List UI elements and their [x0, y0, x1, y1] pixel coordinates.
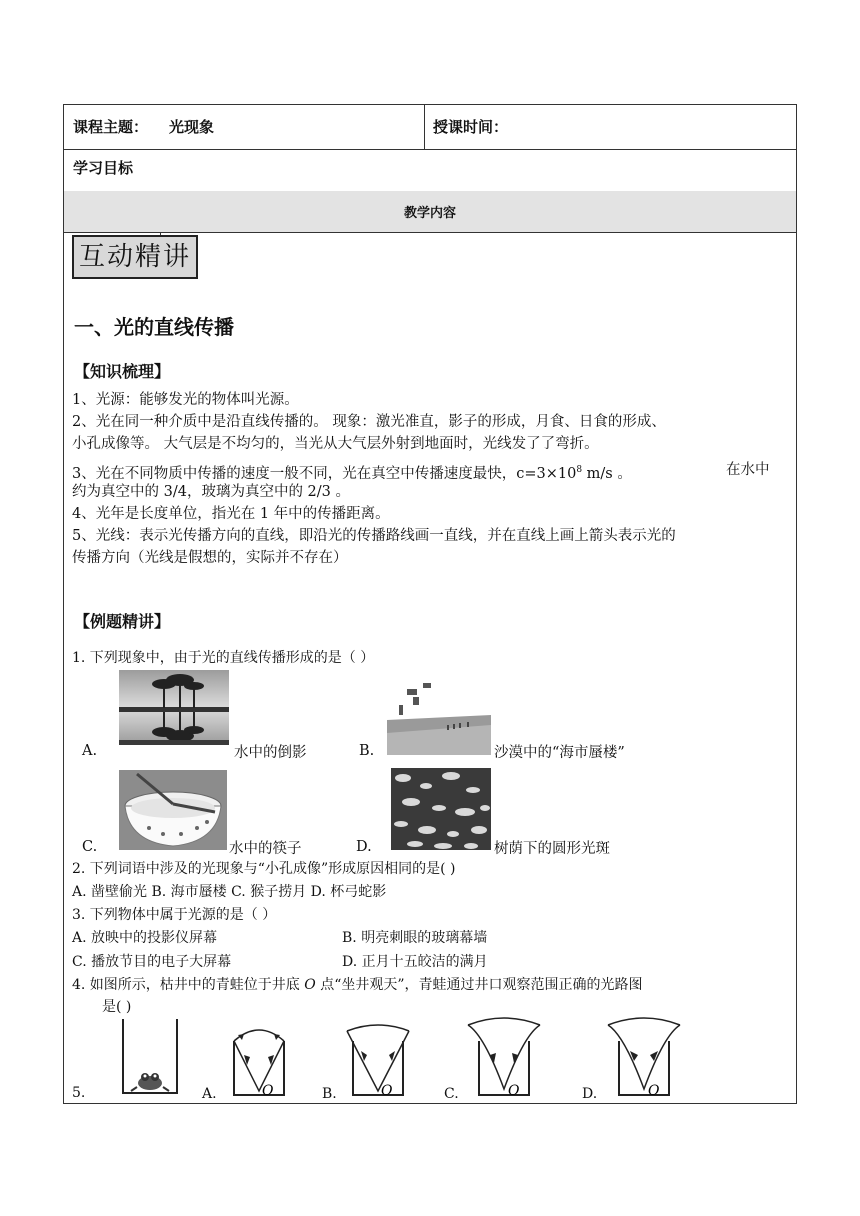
knowledge-line-3b: 约为真空中的 3/4，玻璃为真空中的 2/3 。	[72, 484, 350, 500]
goal-label: 学习目标	[73, 159, 134, 177]
content-header-row	[64, 191, 796, 233]
chopsticks-photo	[119, 770, 227, 850]
q1-option-b-text: 沙漠中的“海市蜃楼”	[494, 745, 625, 761]
q1-option-b-label: B.	[359, 743, 375, 759]
q4-option-a-label: A.	[202, 1086, 217, 1102]
q1-stem: 1. 下列现象中，由于光的直线传播形成的是（ ）	[72, 650, 375, 666]
q1-option-d-text: 树荫下的圆形光斑	[494, 841, 610, 857]
tree-shade-photo	[391, 768, 491, 850]
reflection-photo	[119, 670, 229, 745]
q1-option-a-label: A.	[82, 743, 98, 759]
q1-option-c-text: 水中的筷子	[229, 841, 302, 857]
time-label: 授课时间：	[433, 118, 509, 136]
q4-stem-cont: 是( )	[102, 999, 132, 1015]
svg-text:O: O	[508, 1083, 520, 1099]
q1-option-c-label: C.	[82, 839, 98, 855]
svg-text:O: O	[648, 1083, 660, 1099]
knowledge-line-3-tail: 在水中	[726, 462, 770, 478]
q4-diagram-b	[341, 1021, 415, 1099]
document-table	[63, 104, 797, 1104]
knowledge-line-3: 3、光在不同物质中传播的速度一般不同，光在真空中传播速度最快，$c=3\times 10^8$ m/s 。	[72, 465, 632, 482]
q4-stem: 4. 如图所示，枯井中的青蛙位于井底 O 点“坐井观天”，青蛙通过井口观察范围正确的光路图	[72, 977, 643, 993]
q4-option-d-label: D.	[582, 1086, 598, 1102]
q4-option-b-label: B.	[322, 1086, 337, 1102]
q2-options: A. 凿壁偷光 B. 海市蜃楼 C. 猴子捞月 D. 杯弓蛇影	[72, 884, 387, 900]
svg-text:O: O	[381, 1083, 393, 1099]
knowledge-line-2: 2、光在同一种介质中是沿直线传播的。 现象：激光准直，影子的形成，月食、日食的形成、	[72, 414, 666, 430]
q3-option-d: D. 正月十五皎洁的满月	[342, 954, 488, 970]
svg-text:O: O	[262, 1083, 274, 1099]
q3-option-b: B. 明亮刺眼的玻璃幕墙	[342, 930, 488, 946]
knowledge-line-5b: 传播方向（光线是假想的，实际并不存在）	[72, 550, 348, 566]
interactive-badge: 互动精讲	[72, 235, 198, 279]
q1-option-a-text: 水中的倒影	[234, 745, 307, 761]
topic-label: 课程主题：	[73, 118, 149, 136]
well-frog-diagram	[119, 1017, 181, 1097]
examples-heading: 【例题精讲】	[74, 612, 171, 631]
goal-row	[64, 149, 796, 192]
q4-diagram-c	[462, 1015, 546, 1099]
q4-option-c-label: C.	[444, 1086, 459, 1102]
q2-stem: 2. 下列词语中涉及的光现象与“小孔成像”形成原因相同的是( )	[72, 861, 456, 877]
mirage-photo	[387, 675, 491, 755]
section-title: 一、光的直线传播	[74, 315, 234, 339]
q1-option-d-label: D.	[356, 839, 372, 855]
q3-stem: 3. 下列物体中属于光源的是（ ）	[72, 907, 277, 923]
content-header: 教学内容	[403, 206, 456, 221]
q3-option-c: C. 播放节目的电子大屏幕	[72, 954, 232, 970]
header-row	[64, 105, 796, 150]
knowledge-line-5: 5、光线：表示光传播方向的直线，即沿光的传播路线画一直线，并在直线上画上箭头表示光的	[72, 528, 676, 544]
q4-diagram-a	[222, 1021, 296, 1099]
q4-diagram-d	[602, 1015, 686, 1099]
knowledge-heading: 【知识梳理】	[74, 362, 171, 381]
knowledge-line-2b: 小孔成像等。 大气层是不均匀的，当光从大气层外射到地面时，光线发了了弯折。	[72, 436, 599, 452]
topic-value: 光现象	[169, 118, 215, 136]
q3-option-a: A. 放映中的投影仪屏幕	[72, 930, 218, 946]
q5-number: 5.	[72, 1085, 86, 1101]
knowledge-line-4: 4、光年是长度单位，指光在 1 年中的传播距离。	[72, 506, 390, 522]
knowledge-line-1: 1、光源：能够发光的物体叫光源。	[72, 392, 299, 408]
